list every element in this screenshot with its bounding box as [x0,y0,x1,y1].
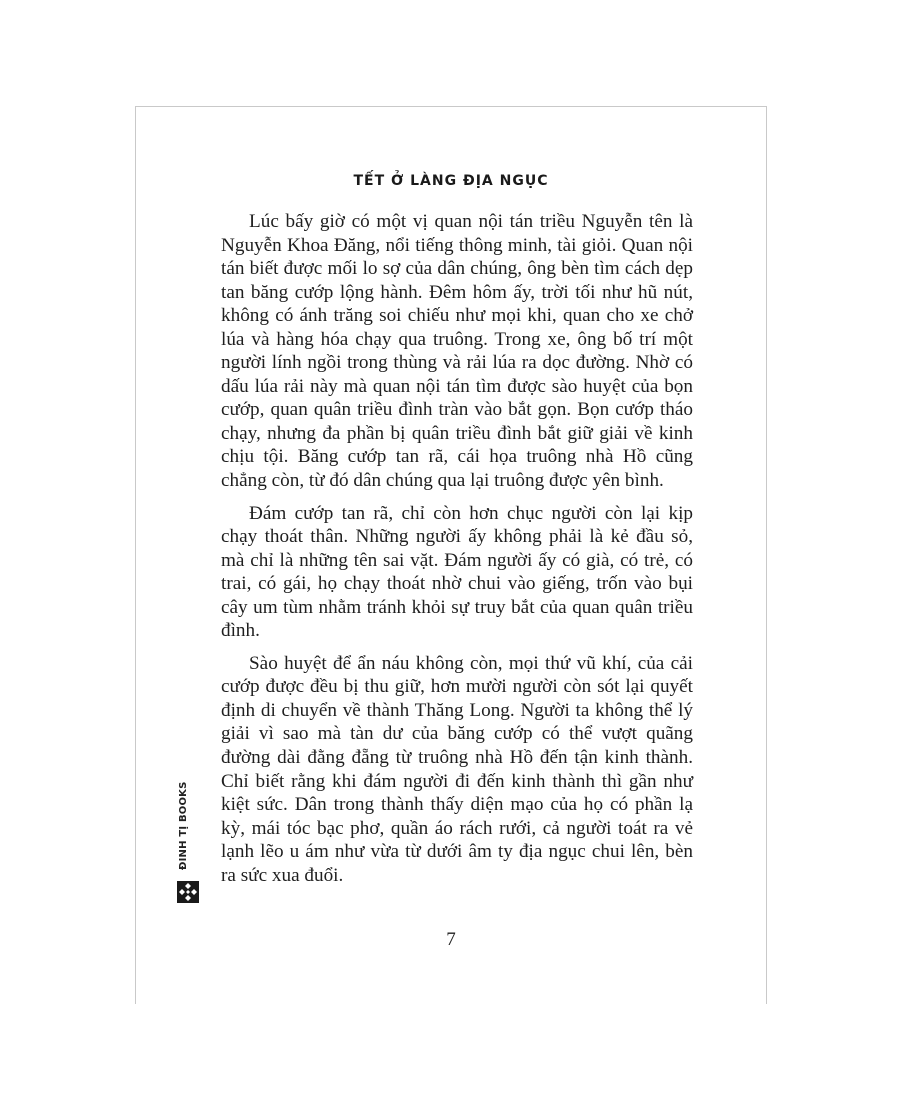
body-text [221,210,693,896]
page-number: 7 [446,929,456,950]
paragraph-1: Lúc bấy giờ có một vị quan nội tán triều Nguyễn tên là Nguyễn Khoa Đăng, nổi tiếng thông minh, tài giỏi. Quan nội tán biết được mối lo sợ của dân chúng, ông bèn tìm cách dẹp tan băng cướp lộng hành. Đêm hôm ấy, trời tối như hũ nút, không có ánh trăng soi chiếu như mọi khi, quan cho xe chở lúa và hàng hóa chạy qua truông. Trong xe, ông bố trí một người lính ngồi trong thùng và rải lúa ra dọc đường. Nhờ có dấu lúa rải này mà quan nội tán tìm được sào huyệt của bọn cướp, quan quân triều đình tràn vào bắt gọn. Bọn cướp tháo chạy, nhưng đa phần bị quân triều đình bắt giữ giải về kinh chịu tội. Băng cướp tan rã, cái họa truông nhà Hồ cũng chẳng còn, từ đó dân chúng qua lại truông được yên bình. [221,211,693,492]
dinhti-diamond-logo-icon [176,880,200,904]
book-page [135,106,767,1004]
paragraph-2: Đám cướp tan rã, chỉ còn hơn chục người còn lại kịp chạy thoát thân. Những người ấy không phải là kẻ đầu sỏ, mà chỉ là những tên sai vặt. Đám người ấy có già, có trẻ, có trai, có gái, họ chạy thoát nhờ chui vào giếng, trốn vào bụi cây um tùm nhằm tránh khỏi sự truy bắt của quan quân triều đình. [221,502,693,642]
publisher-name: ĐINH TỊ BOOKS [178,781,189,870]
paragraph-3: Sào huyệt để ẩn náu không còn, mọi thứ vũ khí, của cải cướp được đều bị thu giữ, hơn mười người còn sót lại quyết định di chuyển về thành Thăng Long. Người ta không thể lý giải vì sao mà tàn dư của băng cướp có thể vượt quãng đường dài đằng đẵng từ truông nhà Hồ đến tận kinh thành. Chỉ biết rằng khi đám người đi đến kinh thành thì gần như kiệt sức. Dân trong thành thấy diện mạo của họ có phần lạ kỳ, mái tóc bạc phơ, quần áo rách rưới, cả người toát ra vẻ lạnh lẽo u ám như vừa từ dưới âm ty địa ngục chui lên, bèn ra sức xua đuổi. [221,652,693,886]
running-head: TẾT Ở LÀNG ĐỊA NGỤC [353,173,549,189]
